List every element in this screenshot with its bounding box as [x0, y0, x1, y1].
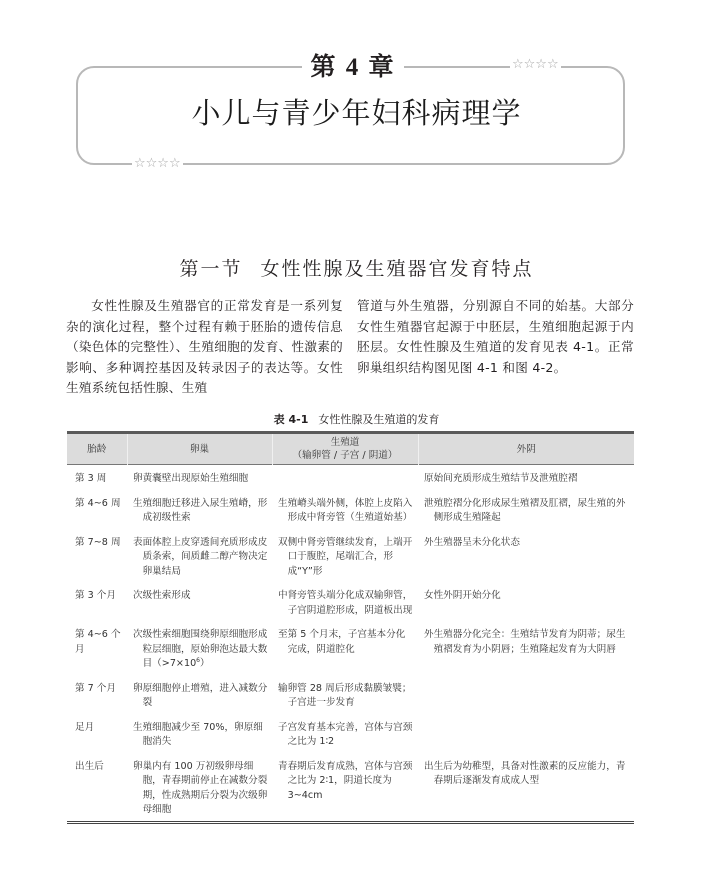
cell-ovary: 次级性索形成: [133, 590, 191, 601]
cell-age: 第 7 个月: [75, 682, 116, 694]
cell-tract: 至第 5 个月末，子宫基本分化完成，阴道腔化: [278, 629, 406, 655]
section-number: 第一节: [179, 258, 243, 280]
star-ornament-icon: ☆☆☆☆: [134, 156, 181, 171]
body-paragraph-left: 女性性腺及生殖器官的正常发育是一系列复杂的演化过程，整个过程有赖于胚胎的遗传信息（染色体的完整性）、生殖细胞的发育、性激素的影响、多种调控基因及转录因子的表达等。女性生殖系统包括性腺、生殖: [66, 298, 343, 396]
cell-ovary: 卵黄囊壁出现原始生殖细胞: [133, 473, 249, 484]
cell-ovary: 卵原细胞停止增殖，进入减数分裂: [133, 682, 268, 708]
cell-ovary-text: 次级性索细胞围绕卵原细胞形成粒层细胞，原始卵泡达最大数目（>7×10: [133, 629, 268, 669]
table-row: [67, 530, 634, 584]
exponent: 6: [196, 657, 200, 664]
table-row: [67, 583, 634, 622]
cell-tract: 生殖嵴头端外侧，体腔上皮陷入形成中肾旁管（生殖道始基）: [278, 497, 413, 523]
cell-external: 外生殖器呈未分化状态: [424, 536, 520, 548]
table-row: [67, 622, 634, 676]
development-table: [67, 431, 634, 824]
cell-age: 第 4~6 个月: [75, 629, 121, 655]
table-row: [67, 754, 634, 823]
cell-tract: 青春期后发育成熟，宫体与宫颈之比为 2∶1，阴道长度为 3~4cm: [278, 760, 413, 801]
header-external-genitalia: 外阴: [418, 433, 634, 465]
cell-ovary: 生殖细胞迁移进入尿生殖嵴，形成初级性索: [133, 497, 268, 523]
body-paragraph-right: 管道与外生殖器，分别源自不同的始基。大部分女性生殖器官起源于中胚层，生殖细胞起源于内胚层。女性性腺及生殖道的发育见表 4-1。正常卵巢组织结构图见图 4-1 和图 4-2。: [357, 298, 634, 375]
cell-external: 泄殖腔褶分化形成尿生殖褶及肛褶，尿生殖的外侧形成生殖隆起: [424, 497, 626, 523]
header-genital-tract-line1: 生殖道: [330, 437, 360, 448]
cell-external: [418, 715, 634, 754]
cell-tract: [272, 465, 418, 491]
cell-tract: 子宫发育基本完善，宫体与宫颈之比为 1∶2: [278, 721, 413, 747]
table-title: 女性性腺及生殖道的发育: [318, 413, 440, 426]
header-genital-tract-line2: （输卵管 / 子宫 / 阴道）: [292, 450, 398, 461]
table-row: [67, 715, 634, 754]
cell-tract: 双侧中肾旁管继续发育，上端开口于腹腔，尾端汇合，形成“Y”形: [278, 536, 413, 577]
cell-ovary: 生殖细胞减少至 70%，卵原细胞消失: [133, 721, 263, 747]
cell-age: 第 7~8 周: [75, 536, 121, 548]
header-ovary: 卵巢: [127, 433, 272, 465]
section-title: [0, 254, 713, 284]
cell-external: 外生殖器分化完全：生殖结节发育为阴蒂；尿生殖褶发育为小阴唇；生殖隆起发育为大阴唇: [424, 629, 626, 655]
header-age: 胎龄: [87, 443, 107, 455]
star-ornament-icon: ☆☆☆☆: [512, 57, 559, 72]
table-row: [67, 676, 634, 715]
cell-age: 第 3 个月: [75, 590, 116, 601]
cell-tract: 中肾旁管头端分化成双输卵管，子宫阴道腔形成，阴道板出现: [278, 590, 413, 616]
cell-age: 足月: [75, 721, 95, 733]
chapter-title: 小儿与青少年妇科病理学: [191, 96, 522, 130]
table-caption: [0, 412, 713, 428]
cell-age: 出生后: [75, 760, 104, 772]
cell-tract: 输卵管 28 周后形成黏膜皱襞；子宫进一步发育: [278, 682, 412, 708]
cell-external: [418, 676, 634, 715]
table-row: [67, 491, 634, 530]
cell-external: 女性外阴开始分化: [424, 590, 501, 601]
cell-ovary-tail: ）: [200, 658, 210, 669]
cell-age: 第 4~6 周: [75, 497, 121, 509]
cell-external: 出生后为幼稚型，具备对性激素的反应能力，青春期后逐渐发育成成人型: [424, 760, 626, 786]
cell-ovary: 卵巢内有 100 万初级卵母细胞，青春期前停止在减数分裂期，性成熟期后分裂为次级卵母细胞: [133, 760, 268, 815]
table-number: 表 4-1: [273, 413, 309, 426]
cell-ovary: [127, 622, 272, 676]
cell-ovary: 表面体腔上皮穿透间充质形成皮质条索，间质雌二醇产物决定卵巢结局: [133, 536, 268, 577]
section-heading: 女性性腺及生殖器官发育特点: [260, 258, 534, 280]
cell-external: 原始间充质形成生殖结节及泄殖腔褶: [424, 473, 578, 484]
chapter-number: 第 4 章: [302, 50, 404, 86]
header-genital-tract: [272, 433, 418, 465]
cell-age: 第 3 周: [75, 473, 107, 484]
table-row: [67, 465, 634, 491]
table-header-row: [67, 433, 634, 465]
